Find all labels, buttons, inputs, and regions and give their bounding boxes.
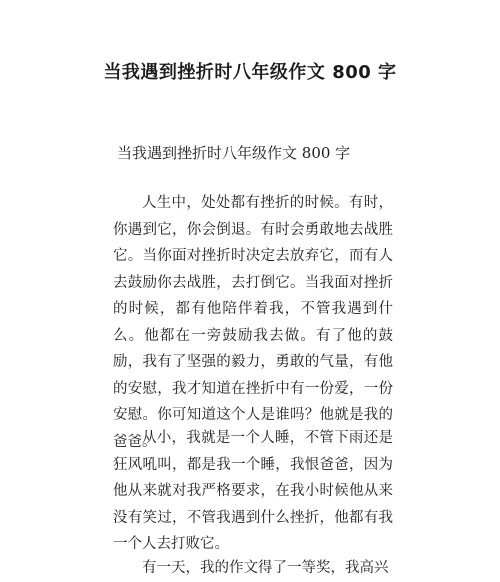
document-title: 当我遇到挫折时八年级作文 800 字 <box>103 62 397 83</box>
document-subtitle: 当我遇到挫折时八年级作文 800 字 <box>117 144 351 162</box>
paragraph-3: 有一天，我的作文得了一等奖，我高兴 <box>142 560 389 576</box>
paragraph-1: 人生中，处处都有挫折的时候。有时，你遇到它，你会倒退。有时会勇敢地去战胜它。当你面对挫折时决定去放弃它，而有人去鼓励你去战胜，去打倒它。当我面对挫折的时候，都有他陪伴着我，不管我遇到什么。他都在一旁鼓励我去做。有了他的鼓励，我有了坚强的毅力，勇敢的气量，有他的安慰，我才知道在挫折中有一份爱，一份安慰。你可知道这个人是谁吗？他就是我的爸爸。 <box>113 195 393 450</box>
paragraph-2: 从小，我就是一个人睡，不管下雨还是狂风吼叫，都是我一个睡，我恨爸爸，因为他从来就对我严格要求，在我小时候他从来没有笑过，不管我遇到什么挫折，他都有我一个人去打败它。 <box>113 430 393 552</box>
